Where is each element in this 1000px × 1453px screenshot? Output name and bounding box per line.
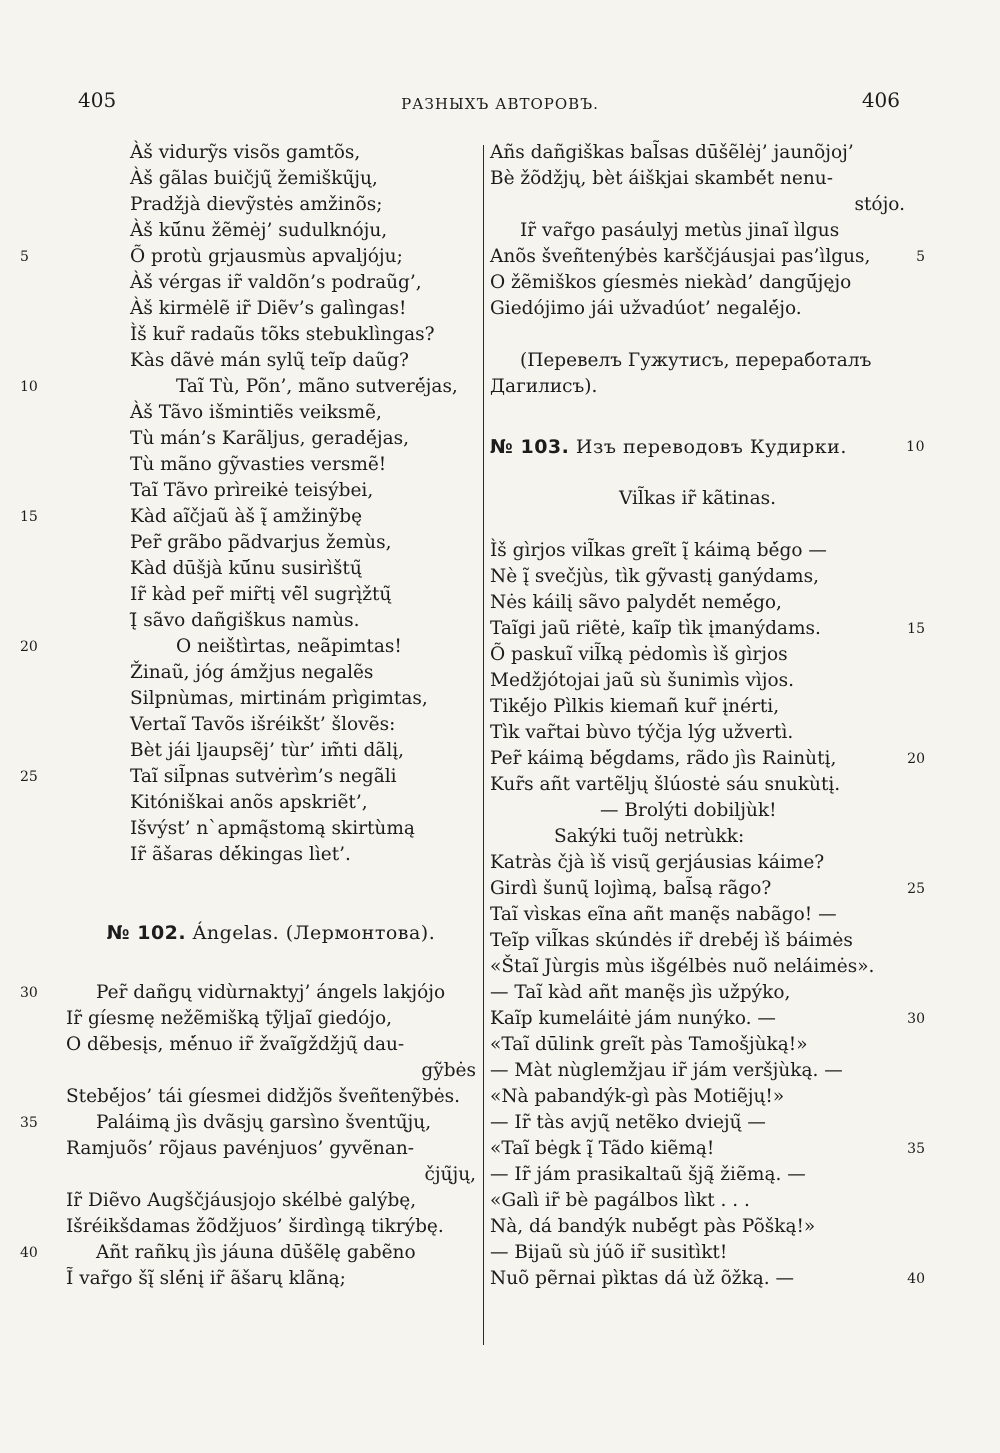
- verse-line: [66, 270, 476, 296]
- line-text: Taĩ Tãvo prìreikė teisýbei,: [130, 480, 374, 501]
- line-number: 30: [20, 985, 38, 1001]
- verse-line: [490, 850, 905, 876]
- verse-line: [66, 1214, 476, 1240]
- section-author: (Лермонтова).: [285, 922, 436, 944]
- line-text: Katràs čjà ìš visų̃ gerjáusias káime?: [490, 852, 825, 873]
- verse-line: [490, 270, 905, 296]
- verse-line: [66, 842, 476, 868]
- verse-line: [66, 426, 476, 452]
- line-text: Teĩp vil̃kas skúndės ir̃ drebė́j ìš báimės: [490, 930, 853, 951]
- verse-line: [66, 1162, 476, 1188]
- verse-line: [490, 538, 905, 564]
- line-text: Nà, dá bandýk nubė́gt pàs Põšką!»: [490, 1216, 816, 1237]
- line-text: Taĩgi jaũ riẽtė, kaĩp tìk įmanýdams.: [490, 618, 821, 639]
- verse-line: [490, 1162, 905, 1188]
- line-number: 25: [907, 881, 925, 897]
- line-text: Añt rañkų jìs jáuna dūšẽlę gabẽno: [96, 1242, 416, 1263]
- verse-line: [490, 980, 905, 1006]
- verse-line: [490, 1006, 925, 1032]
- verse-line: [490, 218, 905, 244]
- line-text: Ir̃ kàd per̃ mir̃tį vė̃l sugrį̀žtų̃: [130, 584, 392, 605]
- verse-line: [20, 980, 476, 1006]
- verse-line: [66, 530, 476, 556]
- verse-line: [490, 166, 905, 192]
- line-text: Anõs šveñtenýbės karščjáusjai pas’ìlgus,: [490, 246, 871, 267]
- verse-line: [66, 1084, 476, 1110]
- line-text: Bèt jái ljaupsẽj’ tùr’ im̃ti dãlį,: [130, 740, 405, 761]
- section-number: № 103.: [490, 436, 570, 458]
- verse-line: [66, 400, 476, 426]
- line-text: Tikė́jo Pìlkis kiemañ kur̃ įnérti,: [490, 696, 780, 717]
- line-text: Ir̃ gíesmę nežẽmišką tỹljaĩ giedójo,: [66, 1008, 393, 1029]
- verse-line: [490, 772, 905, 798]
- line-text: Kàd aĩčjaũ àš į̃ amžinỹbę: [130, 506, 363, 527]
- line-text: (Перевелъ Гужутисъ, переработалъ: [520, 350, 872, 371]
- line-text: Bè žõdžjų, bèt áiškjai skambė́t nenu-: [490, 168, 833, 189]
- verse-line: [490, 140, 905, 166]
- running-title: РАЗНЫХЪ АВТОРОВЪ.: [401, 95, 599, 113]
- line-text: Per̃ grãbo pãdvarjus žemùs,: [130, 532, 392, 553]
- verse-line: [20, 504, 476, 530]
- spacer: [66, 868, 476, 920]
- page-number-right: 406: [861, 88, 900, 112]
- line-text: O žẽmiškos gíesmės niekàd’ dangū́jęjo: [490, 272, 852, 293]
- spacer: [66, 946, 476, 980]
- line-text: Ìš kur̃ radaũs tõks stebuklìngas?: [130, 324, 435, 345]
- column-divider: [483, 145, 484, 1345]
- verse-line: [66, 1266, 476, 1292]
- verse-line: [66, 166, 476, 192]
- verse-line: [490, 642, 905, 668]
- line-text: Àš kirmėlẽ ir̃ Diẽv’s galìngas!: [130, 298, 407, 319]
- verse-line: [20, 1240, 476, 1266]
- verse-line: [490, 954, 905, 980]
- verse-line: [490, 374, 905, 400]
- line-text: Nės káilį sãvo palydė́t nemė́go,: [490, 592, 782, 613]
- verse-line: [490, 590, 905, 616]
- verse-line: [20, 244, 476, 270]
- line-text: Išréikšdamas žõdžjuos’ širdìngą tikrýbę.: [66, 1216, 444, 1237]
- line-text: Per̃ káimą bė́gdams, rãdo jìs Rainùtį,: [490, 748, 837, 769]
- line-text: «Galì ir̃ bè pagálbos lìkt . . .: [490, 1190, 750, 1211]
- line-text: — Ir̃ tàs avjų̃ netẽko dviejų̃ —: [490, 1112, 766, 1133]
- section-title: Изъ переводовъ Кудирки.: [575, 436, 847, 458]
- line-number: 5: [916, 249, 925, 265]
- line-text: Àš vérgas ir̃ valdõn’s podraũg’,: [130, 272, 422, 293]
- verse-line: [490, 720, 905, 746]
- verse-line: [490, 1240, 905, 1266]
- line-text: gỹbės: [421, 1060, 476, 1081]
- left-column: [20, 140, 476, 1292]
- line-text: Silpnùmas, mirtinám prìgimtas,: [130, 688, 428, 709]
- line-number: 35: [907, 1141, 925, 1157]
- spacer: [490, 322, 905, 348]
- verse-line: [66, 218, 476, 244]
- verse-line: [490, 694, 905, 720]
- line-text: Nuõ pẽrnai pìktas dá ùž õžką. —: [490, 1268, 794, 1289]
- line-text: Tìk var̃tai bùvo týčja lýg užvertì.: [490, 722, 794, 743]
- verse-line: [66, 296, 476, 322]
- verse-line: [66, 322, 476, 348]
- line-text: Àš Tãvo išmintiẽs veiksmẽ,: [130, 402, 382, 423]
- verse-line: [66, 1006, 476, 1032]
- verse-line: [490, 348, 905, 374]
- verse-line: [66, 478, 476, 504]
- line-text: Medžjótojai jaũ sù šunimìs vìjos.: [490, 670, 795, 691]
- line-text: Tù mán’s Karãljus, geradė́jas,: [130, 428, 410, 449]
- line-text: Girdì šunų̃ lojìmą, bal̃są rãgo?: [490, 878, 772, 899]
- line-number: 20: [907, 751, 925, 767]
- right-column: [490, 140, 925, 1292]
- section-heading: [490, 434, 925, 460]
- line-text: «Taĩ dūlink greĩt pàs Tamošjùką!»: [490, 1034, 808, 1055]
- spacer: [490, 512, 905, 538]
- verse-line: [490, 902, 905, 928]
- section-number: № 102.: [106, 922, 187, 944]
- verse-line: [490, 668, 905, 694]
- verse-line: [490, 746, 925, 772]
- line-text: Pradžjà dievỹstės amžinõs;: [130, 194, 383, 215]
- line-text: Ir̃ ãšaras dė́kingas lìet’.: [130, 844, 351, 865]
- line-text: Àš vidurỹs visõs gamtõs,: [130, 142, 361, 163]
- line-number: 35: [20, 1115, 38, 1131]
- verse-line: [66, 556, 476, 582]
- line-text: «Štaĩ Jùrgis mùs išgélbės nuõ neláimės».: [490, 956, 875, 977]
- verse-line: [490, 1084, 905, 1110]
- line-number: 40: [907, 1271, 925, 1287]
- verse-line: [66, 1188, 476, 1214]
- line-text: Išvýst’ n`apmą̃stomą skirtùmą: [130, 818, 415, 839]
- line-text: Ĩ var̃go šį̃ slė́nį ir̃ ãšarų klãną;: [66, 1268, 346, 1289]
- line-number: 40: [20, 1245, 38, 1261]
- verse-line: [20, 634, 476, 660]
- verse-line: [66, 452, 476, 478]
- line-text: — Màt nùglemžjau ir̃ jám veršjùką. —: [490, 1060, 843, 1081]
- line-text: — Brolýti dobiljùk!: [600, 800, 777, 821]
- verse-line: [66, 712, 476, 738]
- verse-line: [490, 1214, 905, 1240]
- line-number: 25: [20, 769, 38, 785]
- verse-line: [490, 1136, 925, 1162]
- verse-line: [66, 582, 476, 608]
- line-text: Taĩ sil̃pnas sutvėrìm’s negãli: [130, 766, 397, 787]
- verse-line: [490, 1188, 905, 1214]
- verse-line: [490, 1110, 905, 1136]
- line-number: 30: [907, 1011, 925, 1027]
- line-text: Àš kū́nu žẽmėj’ sudulknóju,: [130, 220, 388, 241]
- line-text: Giedójimo jái užvadúot’ negalė́jo.: [490, 298, 802, 319]
- verse-line: [20, 1110, 476, 1136]
- verse-line: [20, 764, 476, 790]
- line-number: 5: [20, 249, 29, 265]
- line-text: Ir̃ var̃go pasáulyj metùs jinaĩ ìlgus: [520, 220, 840, 241]
- line-text: Añs dañgiškas bal̃sas dūšẽlėj’ jaunõjoj’: [490, 142, 854, 163]
- line-text: Kàs dãvė mán sylų̃ teĩp daũg?: [130, 350, 409, 371]
- verse-line: [66, 1058, 476, 1084]
- verse-line: [490, 1058, 905, 1084]
- verse-line: [66, 608, 476, 634]
- verse-line: [66, 140, 476, 166]
- line-number: 20: [20, 639, 38, 655]
- verse-line: [490, 876, 925, 902]
- line-text: čjų̃jų,: [424, 1164, 476, 1185]
- verse-line: [66, 192, 476, 218]
- verse-line: [66, 738, 476, 764]
- verse-line: [490, 928, 905, 954]
- line-number: 15: [907, 621, 925, 637]
- verse-line: [66, 1032, 476, 1058]
- verse-line: [490, 824, 905, 850]
- line-text: Per̃ dañgų vidùrnaktyj’ ángels lakjójo: [96, 982, 446, 1003]
- verse-line: [490, 1266, 925, 1292]
- line-text: Nè į̃ svečjùs, tìk gỹvastį ganýdams,: [490, 566, 819, 587]
- verse-line: [490, 564, 905, 590]
- line-number: 15: [20, 509, 38, 525]
- line-text: Į̃ sãvo dañgiškus namùs.: [130, 610, 360, 631]
- line-text: Ir̃ Diẽvo Augščjáusjojo skélbė galýbę,: [66, 1190, 417, 1211]
- page-number-left: 405: [78, 88, 117, 112]
- verse-line: [490, 192, 905, 218]
- line-text: Paláimą jìs dvãsjų garsìno šventų̃jų,: [96, 1112, 432, 1133]
- line-text: Stebė́jos’ tái gíesmei didžjõs šveñtenỹbės.: [66, 1086, 461, 1107]
- verse-line: [66, 686, 476, 712]
- line-text: Дагилисъ).: [490, 376, 598, 397]
- line-text: Kaĩp kumeláitė jám nunýko. —: [490, 1008, 776, 1029]
- verse-line: [66, 816, 476, 842]
- line-text: Kur̃s añt vartẽljų šlúostė sáu snukùtį.: [490, 774, 841, 795]
- line-text: Õ protù grjausmùs apvaljóju;: [130, 246, 403, 267]
- spacer: [490, 460, 905, 486]
- section-title: Ángelas.: [192, 922, 280, 944]
- line-text: Kàd dūšjà kū́nu susirìštų̃: [130, 558, 362, 579]
- line-text: — Taĩ kàd añt manę̃s jìs užpýko,: [490, 982, 791, 1003]
- line-text: Ramjuõs’ rõjaus pavénjuos’ gyvẽnan-: [66, 1138, 415, 1159]
- verse-line: [490, 244, 925, 270]
- line-text: Àš gãlas buičjų̃ žemiškų̃jų,: [130, 168, 378, 189]
- verse-line: [66, 790, 476, 816]
- verse-line: [66, 660, 476, 686]
- line-text: Taĩ vìskas eĩna añt manę̃s nabãgo! —: [490, 904, 837, 925]
- line-number: 10: [20, 379, 38, 395]
- spacer: [490, 400, 905, 434]
- verse-line: [20, 374, 476, 400]
- line-text: «Nà pabandýk-gì pàs Motiẽjų!»: [490, 1086, 785, 1107]
- line-text: Õ paskuĩ vil̃ką pėdomìs ìš gìrjos: [490, 644, 788, 665]
- line-text: Žinaũ, jóg ámžjus negalẽs: [130, 662, 374, 683]
- line-number: 10: [906, 439, 925, 455]
- line-text: Vertaĩ Tavõs išréikšt’ šlovẽs:: [130, 714, 396, 735]
- poem-subtitle: Vil̃kas ir̃ kãtinas.: [618, 488, 777, 509]
- verse-line: [66, 348, 476, 374]
- line-text: Taĩ Tù, Põn’, mãno sutverė́jas,: [176, 376, 458, 397]
- line-text: O dẽbesįs, mė́nuo ir̃ žvaĩgždžjų̃ dau-: [66, 1034, 405, 1055]
- verse-line: [490, 798, 905, 824]
- line-text: Ìš gìrjos vil̃kas greĩt į̃ káimą bė́go —: [490, 540, 827, 561]
- line-text: Tù mãno gỹvasties versmẽ!: [130, 454, 387, 475]
- line-text: Sakýki tuõj netrùkk:: [554, 826, 745, 847]
- line-text: «Taĩ bėgk į̃ Tãdo kiẽmą!: [490, 1138, 715, 1159]
- verse-line: [490, 1032, 905, 1058]
- line-text: — Bijaũ sù júõ ir̃ susitìkt!: [490, 1242, 728, 1263]
- line-text: stójo.: [854, 194, 905, 215]
- line-text: Kitóniškai anõs apskriẽt’,: [130, 792, 368, 813]
- section-heading: [66, 920, 476, 946]
- line-text: — Ir̃ jám prasikaltaũ šją̃ žiẽmą. —: [490, 1164, 806, 1185]
- verse-line: [490, 616, 925, 642]
- verse-line: [66, 1136, 476, 1162]
- line-text: O neištìrtas, neãpimtas!: [176, 636, 402, 657]
- verse-line: [490, 296, 905, 322]
